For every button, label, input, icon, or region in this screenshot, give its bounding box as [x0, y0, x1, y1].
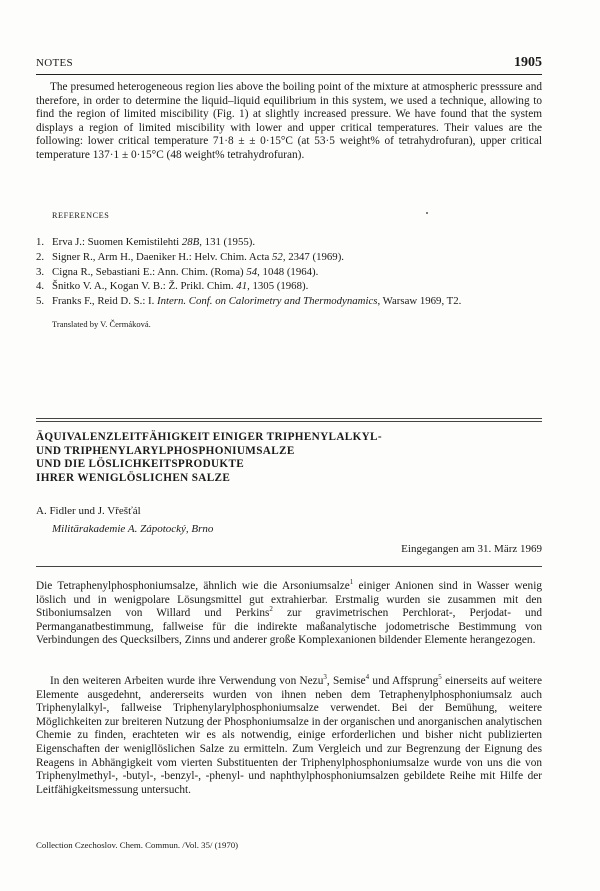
- running-header: [36, 57, 542, 73]
- journal-footer: Collection Czechoslov. Chem. Commun. /Vol. 35/ (1970): [36, 840, 239, 850]
- abstract-rule: [36, 566, 542, 567]
- stray-mark: [426, 212, 428, 214]
- article-separator-bottom: [36, 421, 542, 422]
- article-authors: A. Fidler und J. Vřešťál: [36, 505, 141, 517]
- article-separator-top: [36, 418, 542, 419]
- article-title: ÄQUIVALENZLEITFÄHIGKEIT EINIGER TRIPHENYLALKYL- UND TRIPHENYLARYLPHOSPHONIUMSALZE UND DIE LÖSLICHKEITSPRODUKTE IHRER WENIGLÖSLICHEN SALZE: [36, 431, 382, 485]
- reference-item: 2. Signer R., Arm H., Daeniker H.: Helv. Chim. Acta 52, 2347 (1969).: [36, 250, 344, 263]
- reference-item: 4. Šnitko V. A., Kogan V. B.: Ž. Prikl. Chim. 41, 1305 (1968).: [36, 280, 309, 293]
- reference-item: 1. Erva J.: Suomen Kemistilehti 28B, 131 (1955).: [36, 236, 256, 248]
- body-paragraph-2: In den weiteren Arbeiten wurde ihre Verwendung von Nezu$^3$, Semise$^4$ und Affsprung$^5$ einerseits auf weitere Elemente ausgedehnt, andererseits wurden von ihnen neben dem Tetraphenylphosphoniumsalz auch Triphenylalkyl-, fallweise Triphenylarylphosphoniumsalze verwendet. Bei der Bemühung, weitere Möglichkeiten zur breiteren Nutzung der Phosphoniumsalze in der organischen und anorganischen analytischen Chemie zu finden, erachteten wir es als notwendig, einige erforderlichen und bisher nicht publizierten Eigenschaften der wenigllöslichen Salze zu ermitteln. Zum Vergleich und zur Begrenzung der Eignung des Reagens in Abhängigkeit vom vierten Substituenten der Triphenylphosphoniumsalze wurde von uns die von Triphenylmethyl-, -butyl-, -benzyl-, -phenyl- und naphthylphosphoniumsalzen gebildete Reihe mit Hilfe der Leitfähigkeitsmessung untersucht.: [36, 673, 542, 796]
- translator-credit: Translated by V. Čermáková.: [52, 319, 151, 329]
- page-number: 1905: [514, 55, 542, 70]
- reference-item: 3. Cigna R., Sebastiani E.: Ann. Chim. (Roma) 54, 1048 (1964).: [36, 265, 319, 278]
- received-date: Eingegangen am 31. März 1969: [401, 543, 542, 555]
- header-rule: [36, 74, 542, 75]
- intro-paragraph: The presumed heterogeneous region lies above the boiling point of the mixture at atmospheric presssure and therefore, in order to determine the liquid–liquid equilibrium in this system, we used a technique, allowing to find the region of limited miscibility (Fig. 1) at slightly increased pressure. We have found that the system displays a region of limited miscibility with lower and upper critical temperatures. Their values are the following: lower critical temperature 71·8 ± ± 0·15°C (at 53·5 weight% of tetrahydrofuran), upper critical temperature 137·1 ± 0·15°C (48 weight% tetrahydrofuran).: [36, 81, 542, 161]
- body-paragraph-1: Die Tetraphenylphosphoniumsalze, ähnlich wie die Arsoniumsalze$^1$ einiger Anionen sind in Wasser wenig löslich und in wenigpolare Lösungsmittel gut extrahierbar. Erstmalig wurden sie zusammen mit den Stiboniumsalzen von Willard und Perkins$^2$ zur gravimetrischen Perchlorat-, Perjodat- und Permanganatbestimmung, fallweise für die indirekte maßanalytische jodometrische Bestimmung von Verbindungen des Quecksilbers, Zinns und anderer große Komplexanionen bildender Elemente herangezogen.: [36, 578, 543, 647]
- reference-item: 5. Franks F., Reid D. S.: I. Intern. Conf. on Calorimetry and Thermodynamics, Warsaw 1969, T2.: [36, 295, 462, 308]
- references-heading: REFERENCES: [52, 211, 110, 220]
- section-label: NOTES: [36, 57, 73, 69]
- author-affiliation: Militärakademie A. Zápotocký, Brno: [52, 523, 214, 535]
- reference-list: [36, 235, 542, 309]
